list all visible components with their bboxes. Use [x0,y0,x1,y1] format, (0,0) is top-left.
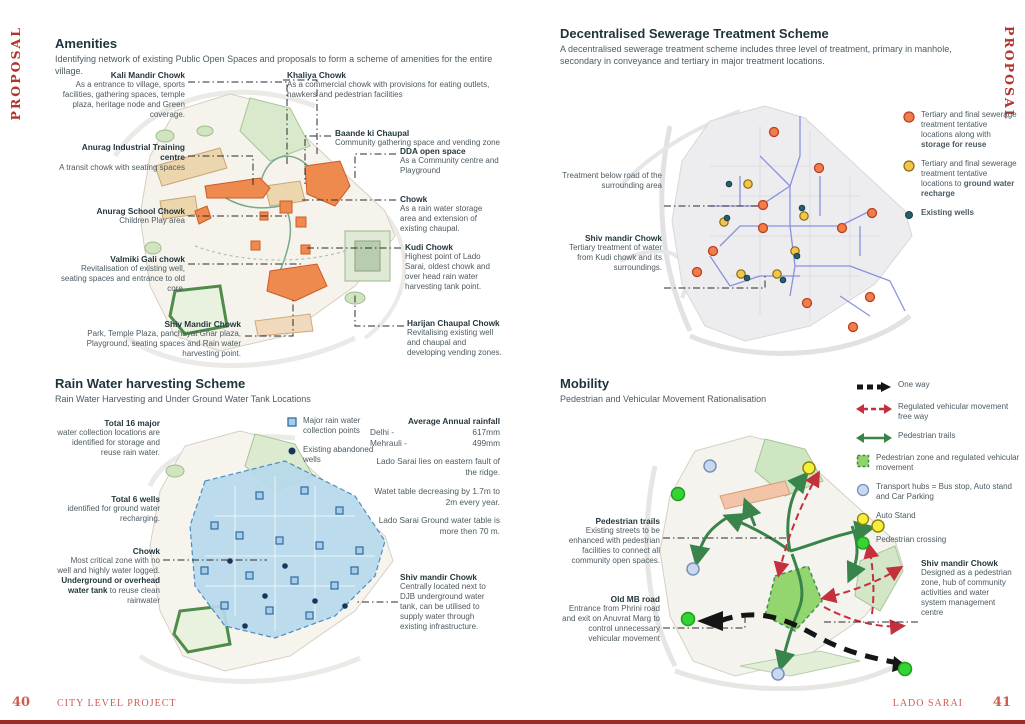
stats-value: 617mm [472,426,500,437]
section-amenities [55,36,505,376]
legend-item-tertiary-storage [903,110,1019,150]
stats-place: Delhi - [370,426,394,437]
proposal-sidebar-label-left: PROPOSAL [8,26,23,121]
annotation-kudi-chowk [405,242,501,292]
annotation-head: Old MB road [610,594,660,604]
annotation-head: Shiv mandir Chowk [400,572,477,582]
annotation-body: As a commercial chowk with provisions for eating outlets, hawkers and pedestrian facilities [287,80,490,100]
abandoned-well-dot-icon [287,446,297,456]
stats-row-mehrauli [370,438,500,449]
note-total-6-wells [55,494,160,524]
stats-note: Watet table decreasing by 1.7m to 2m every year. [374,485,500,507]
legend-label: Transport hubs = Bus stop, Auto stand and Car Parking [876,482,1013,501]
annotation-body: Revitalisation of existing well, seating spaces and entrance to old core. [60,264,185,294]
section-title: Rain Water harvesting Scheme [55,376,246,391]
annotation-body: Designed as a pedestrian zone, hub of community activities and water system management centre [921,568,1012,618]
annotation-khaliya-chowk [287,70,503,100]
legend-label: Pedestrian zone and regulated vehicular movement [876,453,1020,472]
stats-note: Lado Sarai Ground water table is more then 70 m. [378,515,500,537]
annotation-body: Highest point of Lado Sarai, oldest chowk and over head rain water harvesting tank point. [405,252,490,292]
annotation-body: Children Play area [119,216,185,226]
legend-label: Tertiary and final sewerage treatment tentative locations along with storage for reuse [921,110,1017,149]
annotation-body: A transit chowk with seating spaces [59,162,185,172]
annotation-old-mb-road [560,594,660,644]
annotation-head: Anurag School Chowk [96,206,185,216]
regulated-vehicular-arrow-icon [856,403,892,415]
legend-item-one-way [856,380,1020,393]
note-total-16-major [55,418,160,458]
legend-label: Major rain water collection points [303,416,361,435]
annotation-body: Existing streets to be enhanced with pedestrian facilities to connect all community open spaces. [568,526,660,566]
footer-section-left: CITY LEVEL PROJECT [57,698,177,709]
legend-label: One way [898,380,930,389]
annotation-head: Kudi Chowk [405,242,453,252]
annotation-anurag-school-chowk [55,206,185,226]
section-subtitle: Identifying network of existing Public Open Spaces and proposals to form a scheme of amenities for the entire village. [55,54,493,76]
annotation-body: water collection locations are identified for storage and reuse rain water. [57,428,160,458]
stats-heading: Average Annual rainfall [407,416,500,426]
legend-item-tertiary-recharge [903,159,1019,199]
section-rainwater [55,376,505,691]
legend-item-regulated-vehicular [856,402,1020,422]
page-number-left: 40 [12,695,31,710]
annotation-body: identified for ground water recharging. [67,504,160,524]
annotation-shiv-mandir-chowk [400,572,500,632]
section-title: Decentralised Sewerage Treatment Scheme [560,26,829,41]
annotation-body: As a rain water storage area and extension of existing chaupal. [400,204,483,234]
section-subtitle: Rain Water Harvesting and Under Ground Water Tank Locations [55,394,311,404]
annotation-chowk-critical-zone [55,546,160,606]
legend-label: Existing wells [921,208,974,217]
annotation-head: Total 16 major [104,418,160,428]
annotation-head: Harijan Chaupal Chowk [407,318,500,328]
legend-item-pedestrian-trails [856,431,1020,444]
stats-note: Lado Sarai lies on eastern fault of the ridge. [376,456,500,478]
legend-label: Pedestrian crossing [876,535,947,544]
annotation-harijan-chaupal-chowk [407,318,503,358]
annotation-head: Anurag Industrial Training centre [81,142,185,163]
section-title: Mobility [560,376,610,391]
annotation-body: As a entrance to village, sports facilities, gathering spaces, temple plaza, heritage node and Green coverage. [62,80,185,120]
annotation-body: Centrally located next to DJB underground water tank, can be utilised to supply water through existing infrastructure. [400,582,486,632]
annotation-shiv-mandir-chowk [55,319,241,359]
annotation-head: DDA open space [400,146,466,156]
annotation-head: Shiv mandir Chowk [585,233,662,243]
section-sewerage [560,26,1020,376]
legend-item-pedestrian-zone [856,453,1020,473]
legend-label: Auto Stand [876,511,916,520]
section-mobility [560,376,1020,691]
annotation-head: Shiv mandir Chowk [921,558,998,568]
stats-row-delhi [370,427,500,438]
annotation-body: Community gathering space and vending zone [335,138,500,148]
section-subtitle: Pedestrian and Vehicular Movement Rationalisation [560,394,767,404]
auto-stand-circle-icon [856,512,870,526]
annotation-body: Most critical zone with no well and highly water logged. Underground or overhead water tank to reuse clean rainwater [57,556,160,606]
annotation-dda-open-space [400,146,500,176]
annotation-head: Chowk [400,194,428,204]
annotation-body: Tertiary treatment of water from Kudi chowk and its surroundings. [569,243,662,273]
proposal-sidebar-label-right: PROPOSAL [1002,26,1017,121]
annotation-valmiki-gali-chowk [55,254,185,294]
stats-value: 499mm [472,437,500,448]
annotation-body: As a Community centre and Playground [400,156,499,176]
annotation-head: Kali Mandir Chowk [110,70,185,80]
tertiary-recharge-dot-icon [903,160,915,172]
annotation-pedestrian-trails [560,516,660,566]
section-title: Amenities [55,36,118,51]
bottom-rule [0,720,1025,724]
annotation-treatment-below-road [560,171,662,191]
legend-label: Existing abandoned wells [303,445,374,464]
stats-place: Mehrauli - [370,437,407,448]
annotation-head: Baande ki Chaupal [335,128,410,138]
annotation-head: Total 6 wells [111,494,160,504]
legend-item-existing-wells [903,208,1019,221]
annotation-body: Entrance from Phrini road and exit on Anuvrat Marg to control unnecessary vehicular movement [562,604,660,644]
rainfall-stats [370,416,500,537]
legend-label: Tertiary and final sewerage treatment tentative locations to ground water recharge [921,159,1017,198]
legend-label: Regulated vehicular movement free way [898,402,1009,421]
legend-item-transport-hubs [856,482,1020,502]
mobility-legend [856,380,1020,559]
annotation-head: Valmiki Gali chowk [110,254,185,264]
tertiary-storage-dot-icon [903,111,915,123]
annotation-chowk [400,194,500,234]
pedestrian-trail-arrow-icon [856,432,892,444]
section-subtitle: A decentralised sewerage treatment scheme includes three level of treatment, primary in manhole, secondary in conveyance and tertiary in major treatment locations. [560,44,952,66]
annotation-head: Pedestrian trails [595,516,660,526]
annotation-kali-mandir-chowk [55,70,185,120]
legend-label: Pedestrian trails [898,431,956,440]
annotation-anurag-industrial [55,142,185,173]
footer-section-right: LADO SARAI [892,698,963,709]
annotation-body: Park, Temple Plaza, panchayat Ghar plaza, Playground, seating spaces and Rain water harvesting point. [86,329,241,359]
sewerage-legend [903,110,1019,230]
legend-item-auto-stand [856,511,1020,526]
annotation-shiv-mandir-chowk [560,233,662,273]
existing-well-dot-icon [903,209,915,221]
one-way-arrow-icon [856,381,892,393]
page-number-right: 41 [992,695,1011,710]
annotation-body: Revitalising existing well and chaupal and developing vending zones. [407,328,502,358]
annotation-head: Shiv Mandir Chowk [164,319,241,329]
annotation-head: Chowk [132,546,160,556]
collection-point-square-icon [287,417,297,427]
annotation-shiv-mandir-chowk [921,558,1013,618]
pedestrian-crossing-circle-icon [856,536,870,550]
pedestrian-zone-square-icon [856,454,870,468]
annotation-head: Khaliya Chowk [287,70,347,80]
transport-hub-circle-icon [856,483,870,497]
annotation-body: Treatment below road of the surrounding area [562,171,662,190]
legend-item-pedestrian-crossing [856,535,1020,550]
